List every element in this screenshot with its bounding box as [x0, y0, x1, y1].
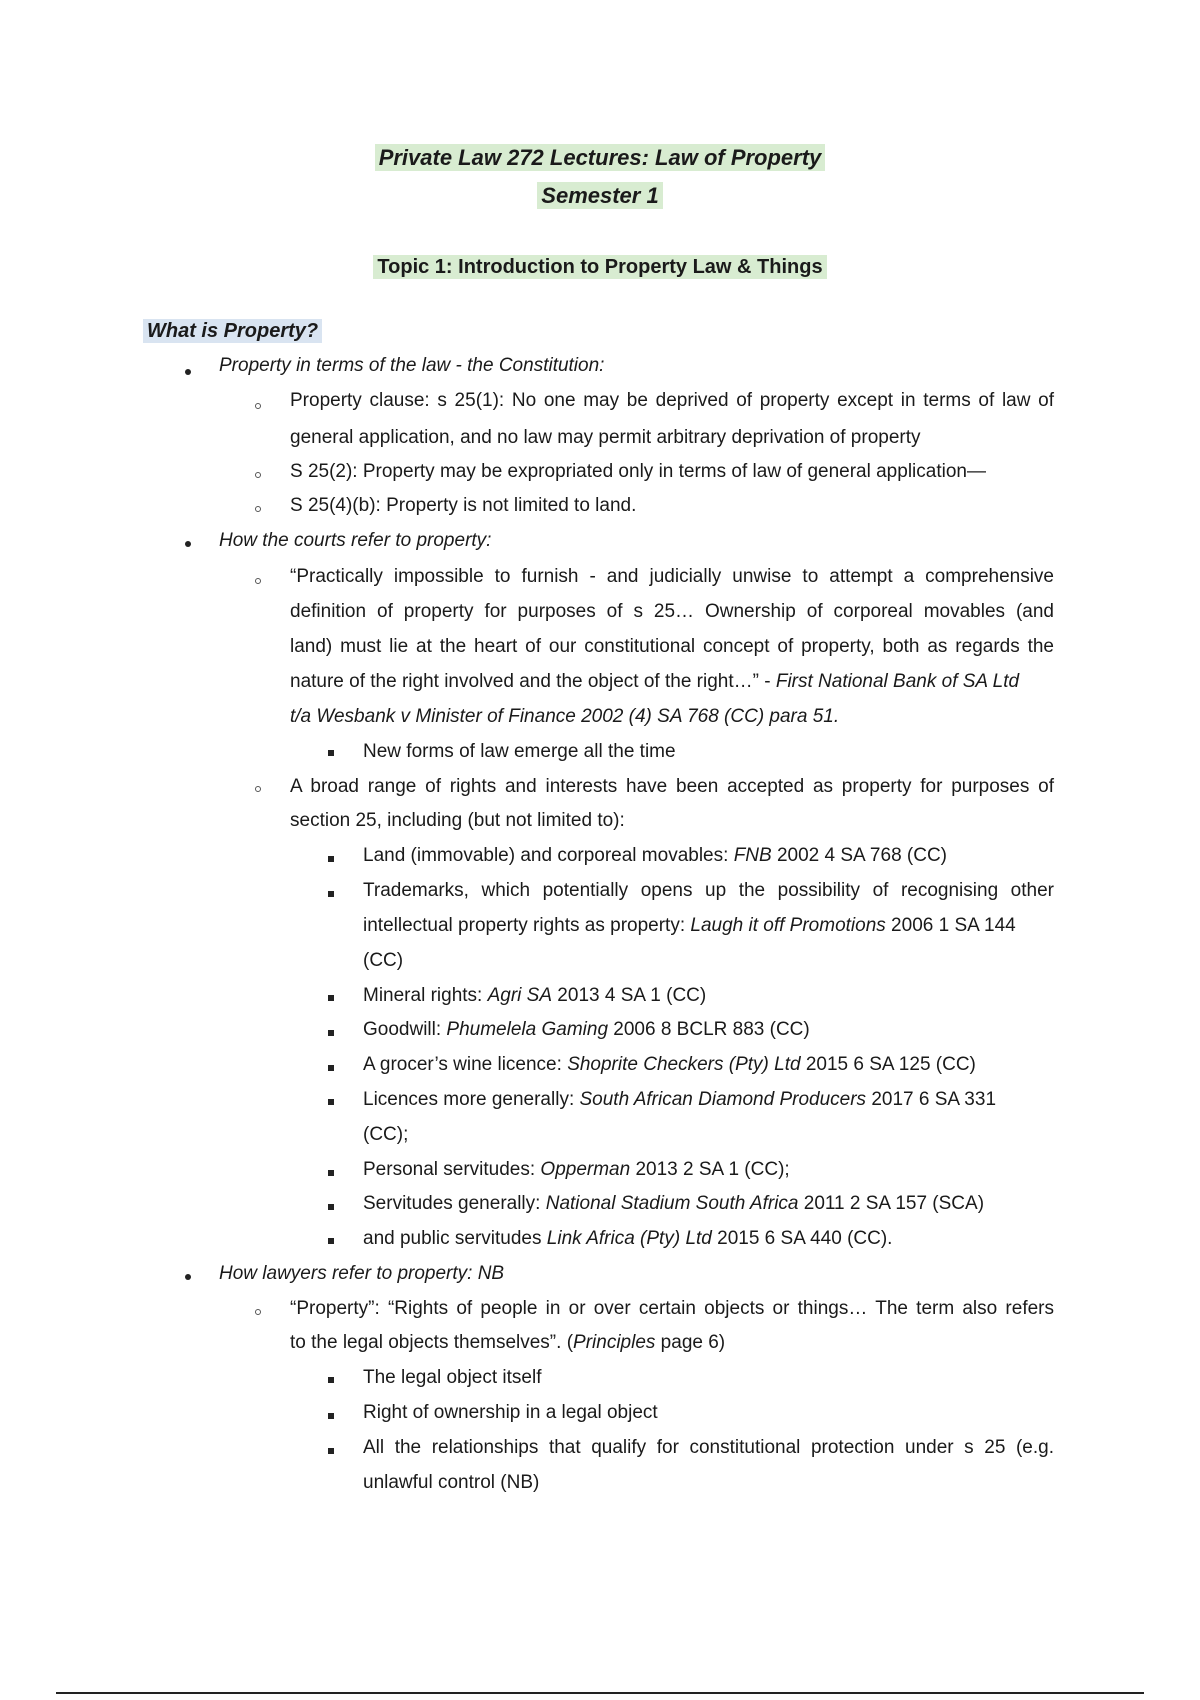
list-item: intellectual property rights as property: Laugh it off Promotions 2006 1 SA 144 [363, 915, 1016, 936]
list-item: Mineral rights: Agri SA 2013 4 SA 1 (CC) [363, 985, 707, 1006]
list-item: Property clause: s 25(1): No one may be deprived of property except in terms of law of [290, 390, 1054, 411]
square-bullet-icon [328, 1065, 334, 1071]
list-item: “Practically impossible to furnish - and judicially unwise to attempt a comprehensive [290, 566, 1054, 587]
semester-label: Semester 1 [0, 183, 1200, 209]
list-item: “Property”: “Rights of people in or over certain objects or things… The term also refers [290, 1298, 1054, 1319]
list-item: Goodwill: Phumelela Gaming 2006 8 BCLR 883 (CC) [363, 1019, 810, 1040]
topic-heading: Topic 1: Introduction to Property Law & Things [0, 256, 1200, 279]
list-item: to the legal objects themselves”. (Principles page 6) [290, 1332, 726, 1353]
square-bullet-icon [328, 1099, 334, 1105]
document-title: Private Law 272 Lectures: Law of Property [0, 145, 1200, 171]
bullet-icon [185, 541, 191, 547]
list-item: t/a Wesbank v Minister of Finance 2002 (4) SA 768 (CC) para 51. [290, 706, 840, 727]
footer-divider [56, 1692, 1144, 1694]
list-item: (CC) [363, 950, 404, 971]
bullet-constitution-heading: Property in terms of the law - the Constitution: [219, 355, 605, 376]
list-item: land) must lie at the heart of our constitutional concept of property, both as regards the [290, 636, 1054, 657]
circle-bullet-icon [255, 472, 261, 478]
circle-bullet-icon [255, 1309, 261, 1315]
list-item: Trademarks, which potentially opens up the possibility of recognising other [363, 880, 1054, 901]
list-item: Servitudes generally: National Stadium South Africa 2011 2 SA 157 (SCA) [363, 1193, 985, 1214]
list-item: Land (immovable) and corporeal movables: FNB 2002 4 SA 768 (CC) [363, 845, 948, 866]
square-bullet-icon [328, 891, 334, 897]
circle-bullet-icon [255, 786, 261, 792]
bullet-icon [185, 1274, 191, 1280]
circle-bullet-icon [255, 506, 261, 512]
bullet-lawyers-heading: How lawyers refer to property: NB [219, 1263, 505, 1284]
list-item: S 25(4)(b): Property is not limited to land. [290, 495, 637, 516]
list-item: A broad range of rights and interests have been accepted as property for purposes of [290, 776, 1054, 797]
list-item: A grocer’s wine licence: Shoprite Checkers (Pty) Ltd 2015 6 SA 125 (CC) [363, 1054, 976, 1075]
list-item: All the relationships that qualify for constitutional protection under s 25 (e.g. [363, 1437, 1054, 1458]
list-item: general application, and no law may permit arbitrary deprivation of property [290, 427, 921, 448]
bullet-courts-heading: How the courts refer to property: [219, 530, 492, 551]
square-bullet-icon [328, 750, 334, 756]
list-item: (CC); [363, 1124, 409, 1145]
square-bullet-icon [328, 856, 334, 862]
list-item: nature of the right involved and the object of the right…” - First National Bank of SA Ltd [290, 671, 1020, 692]
bullet-icon [185, 369, 191, 375]
list-item: Licences more generally: South African Diamond Producers 2017 6 SA 331 [363, 1089, 997, 1110]
list-item: section 25, including (but not limited to): [290, 810, 625, 831]
square-bullet-icon [328, 1413, 334, 1419]
square-bullet-icon [328, 1030, 334, 1036]
square-bullet-icon [328, 1204, 334, 1210]
list-item: and public servitudes Link Africa (Pty) Ltd 2015 6 SA 440 (CC). [363, 1228, 893, 1249]
list-item: The legal object itself [363, 1367, 542, 1388]
circle-bullet-icon [255, 403, 261, 409]
list-item: New forms of law emerge all the time [363, 741, 676, 762]
square-bullet-icon [328, 1238, 334, 1244]
list-item: unlawful control (NB) [363, 1472, 540, 1493]
section-heading: What is Property? [143, 320, 322, 343]
list-item: definition of property for purposes of s 25… Ownership of corporeal movables (and [290, 601, 1054, 622]
square-bullet-icon [328, 995, 334, 1001]
circle-bullet-icon [255, 578, 261, 584]
square-bullet-icon [328, 1448, 334, 1454]
square-bullet-icon [328, 1170, 334, 1176]
list-item: S 25(2): Property may be expropriated only in terms of law of general application— [290, 461, 986, 482]
list-item: Right of ownership in a legal object [363, 1402, 658, 1423]
square-bullet-icon [328, 1377, 334, 1383]
list-item: Personal servitudes: Opperman 2013 2 SA 1 (CC); [363, 1159, 790, 1180]
